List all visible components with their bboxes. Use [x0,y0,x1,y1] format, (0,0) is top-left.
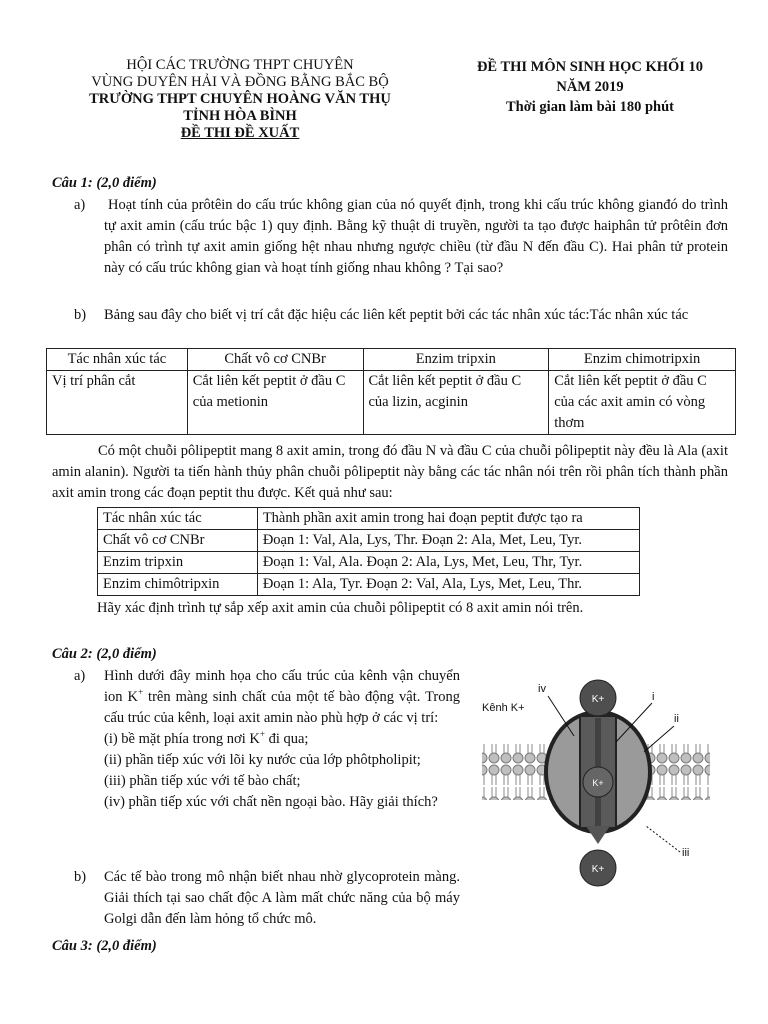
table-header-cell: Enzim chimotripxin [549,349,736,371]
question-2a-item-i [104,729,460,750]
header-school-name: TRƯỜNG THPT CHUYÊN HOÀNG VĂN THỤ [89,91,391,107]
question-1a [74,195,728,300]
label-i: i [652,691,655,703]
table-cell: Enzim chimôtripxin [98,574,258,596]
question-1b-text: Bảng sau đây cho biết vị trí cắt đặc hiệu các liên kết peptit bởi các tác nhân xúc tác:Tác nhân xúc tác [104,307,689,323]
label-iv: iv [538,683,546,695]
table-header-cell: Tác nhân xúc tác [47,349,188,371]
question-2b-text: Các tế bào trong mô nhận biết nhau nhờ glycoprotein màng. Giải thích tại sao chất độc A làm mất chức năng của bộ máy Golgi dẫn đến làm hỏng tổ chức mô. [104,869,460,927]
question-2a-intro-rest: trên màng sinh chất của một tế bào động vật. Trong cấu trúc của kênh, loại axit amin nào phù hợp ở các vị trí: [104,689,460,726]
question-3-title: Câu 3: (2,0 điểm) [52,938,157,954]
label-ii: ii [674,713,679,725]
question-2-title: Câu 2: (2,0 điểm) [52,646,157,662]
question-2a-item-iv: (iv) phần tiếp xúc với chất nền ngoại bào. Hãy giải thích? [104,794,438,810]
table-header-cell: Thành phần axit amin trong hai đoạn peptit được tạo ra [257,508,639,530]
table-cell: Đoạn 1: Val, Ala, Lys, Thr. Đoạn 2: Ala, Met, Leu, Tyr. [257,530,639,552]
question-1b-label: b) [74,307,87,323]
table-header-cell: Tác nhân xúc tác [98,508,258,530]
question-2a-label: a) [74,668,86,684]
cleavage-site-table [46,348,736,435]
header-province: TỈNH HÒA BÌNH [183,108,297,124]
channel-title: Kênh K+ [482,702,525,714]
superscript-plus: + [137,687,144,698]
question-1a-text: Hoạt tính của prôtêin do cấu trúc không gian của nó quyết định, trong khi cấu trúc không gianđó do trình tự axit amin (cấu trúc bậc 1) quy định. Bằng kỹ thuật di truyền, người ta tạo được haiphân tử prôtêin đơn phân có trình tự axit amin giống hệt nhau nhưng ngược chiều (từ đầu N đến đầu C). Hai phân tử protein này có cấu trúc không gian và hoạt tính giống nhau không ? Tại sao? [104,197,728,276]
school-header [40,57,440,142]
exam-duration: Thời gian làm bài 180 phút [506,99,674,115]
header-line-2: VÙNG DUYÊN HẢI VÀ ĐỒNG BẰNG BẮC BỘ [91,74,389,90]
k-ion-label: K+ [592,778,604,788]
table-cell: Enzim tripxin [98,552,258,574]
table-header-row [98,508,640,530]
pointer-iii [646,826,680,852]
table-row [98,574,640,596]
question-1-title: Câu 1: (2,0 điểm) [52,175,157,191]
table-cell: Vị trí phân cắt [47,371,188,435]
label-iii: iii [682,847,690,859]
table-row [98,552,640,574]
question-2a-item-iii: (iii) phần tiếp xúc với tế bào chất; [104,773,301,789]
question-1b [74,305,728,347]
question-2a-item-ii: (ii) phần tiếp xúc với lõi ky nước của lớp phôtpholipit; [104,752,421,768]
channel-diagram [476,676,716,896]
item-i-start: (i) bề mặt phía trong nơi K [104,731,260,747]
peptide-result-table [97,507,640,596]
header-exam-type: ĐỀ THI ĐỀ XUẤT [180,125,300,141]
question-2a-body [104,666,460,813]
question-1-paragraph: Có một chuỗi pôlipeptit mang 8 axit amin, trong đó đầu N và đầu C của chuỗi pôlipeptit này đều là Ala (axit amin alanin). Người ta tiến hành thủy phân chuỗi pôlipeptit này bằng các tác nhân nói trên rồi phân tích thành phần axit amin trong các đoạn peptit thu được. Kết quả như sau: [52,443,728,501]
k-ion-label: K+ [591,864,605,875]
table-cell: Cắt liên kết peptit ở đầu C của metionin [187,371,363,435]
flow-arrow [586,826,610,844]
table-cell: Đoạn 1: Val, Ala. Đoạn 2: Ala, Lys, Met, Leu, Thr, Tyr. [257,552,639,574]
table-header-cell: Enzim tripxin [363,349,549,371]
table-header-cell: Chất vô cơ CNBr [187,349,363,371]
superscript-plus: + [259,729,265,740]
table-row [98,530,640,552]
question-1-prompt: Hãy xác định trình tự sắp xếp axit amin của chuỗi pôlipeptit có 8 axit amin nói trên. [97,600,584,616]
table-cell: Cắt liên kết peptit ở đầu C của lizin, acginin [363,371,549,435]
question-2a-intro-start: Hình dưới đây minh họa cho cấu trúc của kênh vận chuyển ion K [104,668,460,705]
header-line-1: HỘI CÁC TRƯỜNG THPT CHUYÊN [126,57,354,73]
question-2b-label: b) [74,869,87,885]
table-cell: Cắt liên kết peptit ở đầu C của các axit amin có vòng thơm [549,371,736,435]
question-1a-label: a) [74,197,86,213]
question-2a-intro [104,666,460,729]
table-header-row [47,349,736,371]
exam-year: NĂM 2019 [556,79,624,95]
table-cell: Chất vô cơ CNBr [98,530,258,552]
potassium-channel-figure [476,676,716,896]
exam-subject: ĐỀ THI MÔN SINH HỌC KHỐI 10 [476,59,704,75]
question-2b [74,867,460,933]
exam-info-header [440,57,740,117]
k-ion-label: K+ [591,694,605,705]
question-2a [74,666,460,862]
table-row [47,371,736,435]
item-i-rest: đi qua; [268,731,309,747]
table-cell: Đoạn 1: Ala, Tyr. Đoạn 2: Val, Ala, Lys, Met, Leu, Thr. [257,574,639,596]
